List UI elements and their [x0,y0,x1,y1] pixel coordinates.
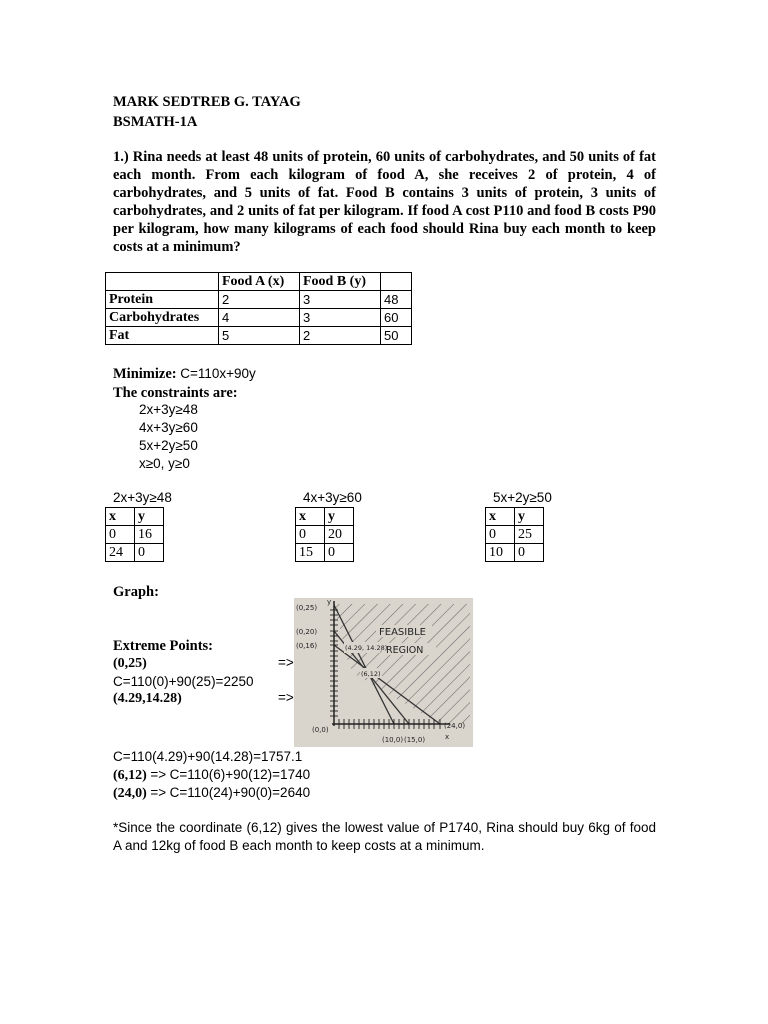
table-cell: Carbohydrates [106,309,219,327]
table-cell: 3 [300,309,381,327]
table-header-cell: y [325,508,354,526]
intercept-table-title: 2x+3y≥48 [113,490,172,505]
graph-point-label: (0,20) [296,628,318,636]
table-header-cell: y [515,508,544,526]
objective-expression: C=110x+90y [180,366,256,381]
table-cell: 24 [106,544,135,562]
graph-point-label: (24,0) [444,722,466,730]
graph-point-label: (0,16) [296,642,318,650]
table-cell: 48 [381,291,412,309]
table-row [296,544,354,562]
table-row [296,526,354,544]
table-cell: 20 [325,526,354,544]
extreme-point-calc: C=110(24)+90(0)=2640 [169,785,311,800]
graph-point-label: (10,0) [382,736,404,744]
feasible-region-graph [294,598,473,747]
author-name: MARK SEDTREB G. TAYAG [113,94,301,110]
graph-point-label: (0,0) [312,726,329,734]
extreme-point-label: (24,0) [113,786,147,801]
extreme-point-line [113,766,310,785]
table-row [106,291,412,309]
table-row [106,309,412,327]
table-cell: 16 [135,526,164,544]
region-label: REGION [386,645,424,656]
constraint-item: 4x+3y≥60 [139,420,198,435]
table-cell: 3 [300,291,381,309]
constraint-item: x≥0, y≥0 [139,456,190,471]
table-cell: 2 [219,291,300,309]
axis-label-x: x [445,733,450,741]
graph-point-label: (4.29, 14.28) [345,644,388,652]
graph-svg [294,598,473,747]
objective-line [113,365,256,383]
nutrient-table [105,272,412,345]
table-cell: 0 [296,526,325,544]
constraint-item: 5x+2y≥50 [139,438,198,453]
table-row [106,526,164,544]
objective-label: Minimize: [113,366,177,382]
table-cell: 0 [106,526,135,544]
graph-title: Graph: [113,584,159,600]
extreme-point-label: (4.29,14.28) [113,691,182,706]
intercept-table [485,507,544,562]
conclusion-text: *Since the coordinate (6,12) gives the lowest value of P1740, Rina should buy 6kg of food A and 12kg of food B each month to keep costs at a minimum. [113,820,656,853]
graph-point-label: (6,12) [361,670,381,678]
extreme-point-arrow: => [278,655,294,670]
table-row [486,544,544,562]
table-cell: 10 [486,544,515,562]
extreme-point-line [113,784,310,803]
table-header-row [106,273,412,291]
extreme-point-calc: C=110(0)+90(25)=2250 [113,674,254,689]
table-header-row [106,508,164,526]
intercept-table [105,507,164,562]
problem-statement: 1.) Rina needs at least 48 units of protein, 60 units of carbohydrates, and 50 units of fat each month. From each kilogram of food A, she receives 2 of protein, 4 of carbohydrates, and 5 units of fat. Food B contains 3 units of protein, 3 units of carbohydrates, and 2 units of fat per kilogram. If food A cost P110 and food B costs P90 per kilogram, how many kilograms of each food should Rina buy each month to keep costs at a minimum? [113,149,656,255]
table-header-cell [381,273,412,291]
extreme-point-calc: C=110(6)+90(12)=1740 [169,767,311,782]
extreme-point-arrow: => [150,767,167,782]
table-cell: 50 [381,327,412,345]
table-cell: 25 [515,526,544,544]
table-cell: 15 [296,544,325,562]
table-cell: 0 [515,544,544,562]
table-cell: 4 [219,309,300,327]
table-row [106,327,412,345]
table-cell: 0 [135,544,164,562]
table-header-cell: x [106,508,135,526]
table-cell: 60 [381,309,412,327]
extreme-point-calc: C=110(4.29)+90(14.28)=1757.1 [113,749,303,764]
extreme-point-arrow: => [150,785,167,800]
table-header-row [486,508,544,526]
table-cell: 2 [300,327,381,345]
intercept-table-title: 5x+2y≥50 [493,490,552,505]
extreme-point-label: (6,12) [113,768,147,783]
constraint-item: 2x+3y≥48 [139,402,198,417]
table-cell: Fat [106,327,219,345]
table-cell: Protein [106,291,219,309]
table-cell: 0 [325,544,354,562]
table-row [486,526,544,544]
table-header-cell [106,273,219,291]
table-row [106,544,164,562]
table-header-cell: y [135,508,164,526]
extreme-point-label: (0,25) [113,656,147,671]
table-cell: 5 [219,327,300,345]
table-header-cell: Food A (x) [219,273,300,291]
axis-label-y: y [327,598,332,606]
table-header-cell: x [486,508,515,526]
region-label: FEASIBLE [379,627,426,638]
table-header-row [296,508,354,526]
graph-point-label: (15,0) [404,736,426,744]
intercept-table [295,507,354,562]
extreme-points-title: Extreme Points: [113,638,213,654]
extreme-point-arrow: => [278,690,294,705]
table-header-cell: Food B (y) [300,273,381,291]
course-code: BSMATH-1A [113,114,198,130]
constraints-title: The constraints are: [113,385,238,401]
intercept-table-title: 4x+3y≥60 [303,490,362,505]
table-header-cell: x [296,508,325,526]
graph-point-label: (0,25) [296,604,318,612]
table-cell: 0 [486,526,515,544]
